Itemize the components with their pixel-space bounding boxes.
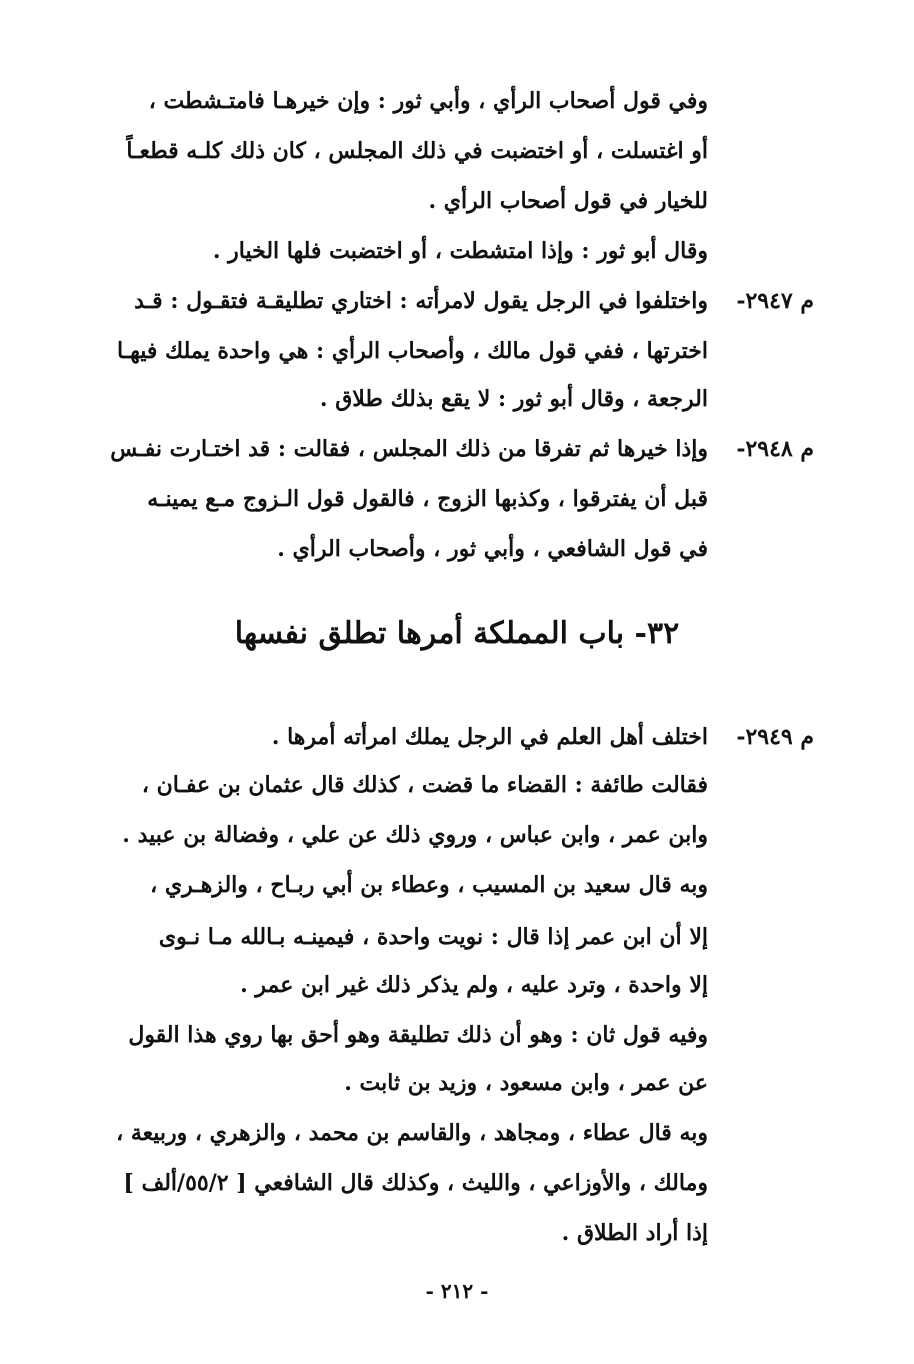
text-line: إلا واحدة ، وترد عليه ، ولم يذكر ذلك غير ابن عمر . — [240, 972, 708, 998]
text-line: واختلفوا في الرجل يقول لامرأته : اختاري تطليقـة فتقـول : قـد — [134, 288, 708, 314]
text-line: قبل أن يفترقوا ، وكذبها الزوج ، فالقول قول الـزوج مـع يمينـه — [147, 486, 708, 512]
text-line: وابن عمر ، وابن عباس ، وروي ذلك عن علي ، وفضالة بن عبيد . — [122, 822, 708, 848]
text-line: وبه قال عطاء ، ومجاهد ، والقاسم بن محمد ، والزهري ، وربيعة ، — [116, 1120, 708, 1146]
text-line: الرجعة ، وقال أبو ثور : لا يقع بذلك طلاق . — [319, 386, 708, 412]
text-line: اخترتها ، ففي قول مالك ، وأصحاب الرأي : هي واحدة يملك فيهـا — [116, 338, 708, 364]
text-line: للخيار في قول أصحاب الرأي . — [428, 188, 708, 214]
page-number: - ٢١٢ - — [425, 1279, 489, 1303]
text-line: فقالت طائفة : القضاء ما قضت ، كذلك قال عثمان بن عفـان ، — [141, 772, 708, 798]
text-line: إلا أن ابن عمر إذا قال : نويت واحدة ، فيمينـه بـالله مـا نـوى — [158, 924, 708, 950]
text-line: وفي قول أصحاب الرأي ، وأبي ثور : وإن خيرهـا فامتـشطت ، — [148, 88, 708, 114]
text-line: ومالك ، والأوزاعي ، والليث ، وكذلك قال الشافعي [ ٥٥/٢/ألف ] — [123, 1170, 708, 1196]
issue-number: م ٢٩٤٨- — [736, 436, 814, 462]
text-line: وقال أبو ثور : وإذا امتشطت ، أو اختضبت فلها الخيار . — [212, 238, 708, 264]
text-line: عن عمر ، وابن مسعود ، وزيد بن ثابت . — [344, 1070, 708, 1096]
text-line: في قول الشافعي ، وأبي ثور ، وأصحاب الرأي . — [277, 536, 708, 562]
text-line: أو اغتسلت ، أو اختضبت في ذلك المجلس ، كان ذلك كلـه قطعـاً — [126, 138, 708, 164]
chapter-heading: ٣٢- باب المملكة أمرها تطلق نفسها — [234, 616, 680, 651]
text-line: وفيه قول ثان : وهو أن ذلك تطليقة وهو أحق بها روي هذا القول — [128, 1022, 708, 1048]
issue-number: م ٢٩٤٩- — [736, 724, 814, 750]
text-line: وإذا خيرها ثم تفرقا من ذلك المجلس ، فقالت : قد اختـارت نفـس — [110, 436, 708, 462]
text-line: إذا أراد الطلاق . — [561, 1220, 708, 1246]
issue-number: م ٢٩٤٧- — [736, 288, 814, 314]
text-line: اختلف أهل العلم في الرجل يملك امرأته أمرها . — [271, 724, 708, 750]
text-line: وبه قال سعيد بن المسيب ، وعطاء بن أبي ربـاح ، والزهـري ، — [150, 872, 708, 898]
